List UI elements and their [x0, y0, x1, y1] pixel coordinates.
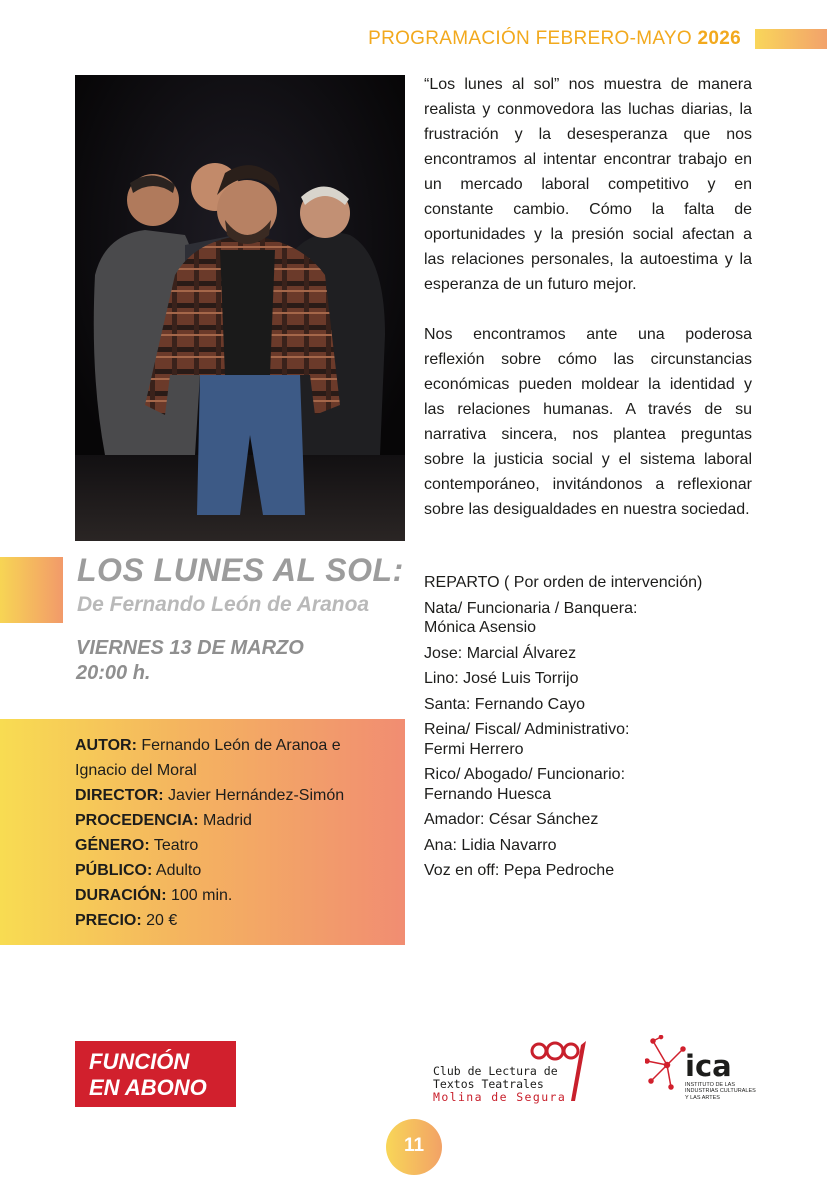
cast-role: Voz en off:: [424, 862, 500, 879]
cast-member: [424, 765, 754, 804]
info-value: Adulto: [155, 862, 202, 879]
cast-member: [424, 836, 754, 856]
info-label: DIRECTOR:: [75, 787, 164, 804]
cast-role: Amador:: [424, 811, 485, 828]
info-label: PROCEDENCIA:: [75, 812, 199, 829]
info-row-precio: [75, 908, 395, 933]
cast-member: [424, 669, 754, 689]
cast-member: [424, 810, 754, 830]
show-datetime: [76, 636, 304, 686]
cast-heading: REPARTO ( Por orden de intervención): [424, 574, 703, 591]
show-time: 20:00 h.: [76, 662, 151, 684]
cast-role: Nata/ Funcionaria / Banquera:: [424, 599, 638, 617]
show-subtitle: De Fernando León de Aranoa: [77, 593, 370, 616]
title-accent-bar: [0, 557, 63, 623]
info-value: 20 €: [146, 912, 178, 929]
info-label: AUTOR:: [75, 737, 137, 754]
cast-actor: Pepa Pedroche: [503, 862, 615, 879]
cast-actor: César Sánchez: [488, 811, 599, 828]
description-paragraph: “Los lunes al sol” nos muestra de manera realista y conmovedora las luchas diarias, la frustración y la desesperanza que nos encontramos al intentar encontrar trabajo en un mercado laboral competitivo y en constante cambio. Cómo la falta de oportunidades y la presión social afectan a las relaciones personales, la autoestima y la esperanza de un futuro mejor.: [424, 76, 752, 293]
info-label: PRECIO:: [75, 912, 142, 929]
ica-logo: [645, 1035, 755, 1110]
ica-subtitle: INSTITUTO DE LAS INDUSTRIAS CULTURALES Y LAS ARTES: [685, 1082, 756, 1101]
abono-line1: FUNCIÓN: [89, 1049, 190, 1074]
program-year: 2026: [697, 28, 741, 49]
club-lectura-logo: [428, 1037, 588, 1107]
program-header: [368, 28, 741, 50]
cast-actor: Fernando Cayo: [474, 695, 586, 713]
cast-actor: Mónica Asensio: [424, 619, 537, 636]
abono-badge: [75, 1041, 236, 1107]
cast-role: Rico/ Abogado/ Funcionario:: [424, 766, 626, 783]
cast-list: [424, 573, 754, 887]
info-value: Madrid: [203, 812, 252, 829]
info-label: GÉNERO:: [75, 837, 150, 854]
info-row-procedencia: [75, 808, 395, 833]
info-value: Fernando León de Aranoa e Ignacio del Moral: [75, 737, 341, 779]
cast-member: [424, 599, 754, 638]
club-line1: Club de Lectura de: [433, 1064, 558, 1078]
info-value: 100 min.: [171, 887, 233, 904]
info-value: Teatro: [153, 837, 199, 854]
program-label: PROGRAMACIÓN FEBRERO-MAYO: [368, 28, 692, 49]
header-accent-bar: [755, 29, 827, 49]
ica-wordmark: ica: [685, 1049, 732, 1083]
page-number: 11: [386, 1119, 442, 1175]
cast-actor: Lidia Navarro: [461, 836, 557, 854]
info-row-autor: [75, 733, 395, 783]
info-row-director: [75, 783, 395, 808]
abono-line2: EN ABONO: [89, 1075, 207, 1100]
cast-actor: Marcial Álvarez: [466, 644, 577, 662]
show-title: LOS LUNES AL SOL:: [77, 552, 404, 588]
cast-role: Jose:: [424, 644, 463, 662]
cast-actor: José Luis Torrijo: [463, 670, 579, 687]
info-label: DURACIÓN:: [75, 887, 167, 904]
cast-member: [424, 861, 754, 881]
info-row-genero: [75, 833, 395, 858]
show-date: VIERNES 13 DE MARZO: [76, 637, 304, 659]
network-icon: [645, 1035, 690, 1095]
info-list: [75, 733, 395, 933]
club-line3: Molina de Segura: [433, 1090, 567, 1104]
cast-member: [424, 720, 754, 759]
club-line2: Textos Teatrales: [433, 1077, 544, 1091]
photo-illustration: [75, 75, 405, 541]
cast-actor: Fernando Huesca: [424, 785, 552, 803]
info-row-publico: [75, 858, 395, 883]
info-value: Javier Hernández-Simón: [168, 787, 345, 804]
cast-role: Reina/ Fiscal/ Administrativo:: [424, 721, 630, 738]
cast-actor: Fermi Herrero: [424, 740, 524, 758]
cast-role: Lino:: [424, 670, 459, 687]
cast-role: Santa:: [424, 695, 471, 713]
info-label: PÚBLICO:: [75, 862, 153, 879]
cast-member: [424, 695, 754, 715]
description-paragraph: Nos encontramos ante una poderosa reflexión sobre cómo las circunstancias económicas pueden moldear la identidad y las relaciones humanas. A través de su narrativa sincera, nos plantea preguntas sobre la justicia social y el sistema laboral contemporáneo, invitándonos a reflexionar sobre las desigualdades en nuestra sociedad.: [424, 326, 752, 518]
info-row-duracion: [75, 883, 395, 908]
cast-role: Ana:: [424, 836, 457, 854]
cast-member: [424, 644, 754, 664]
show-photo: [75, 75, 405, 541]
show-description: [424, 72, 752, 547]
